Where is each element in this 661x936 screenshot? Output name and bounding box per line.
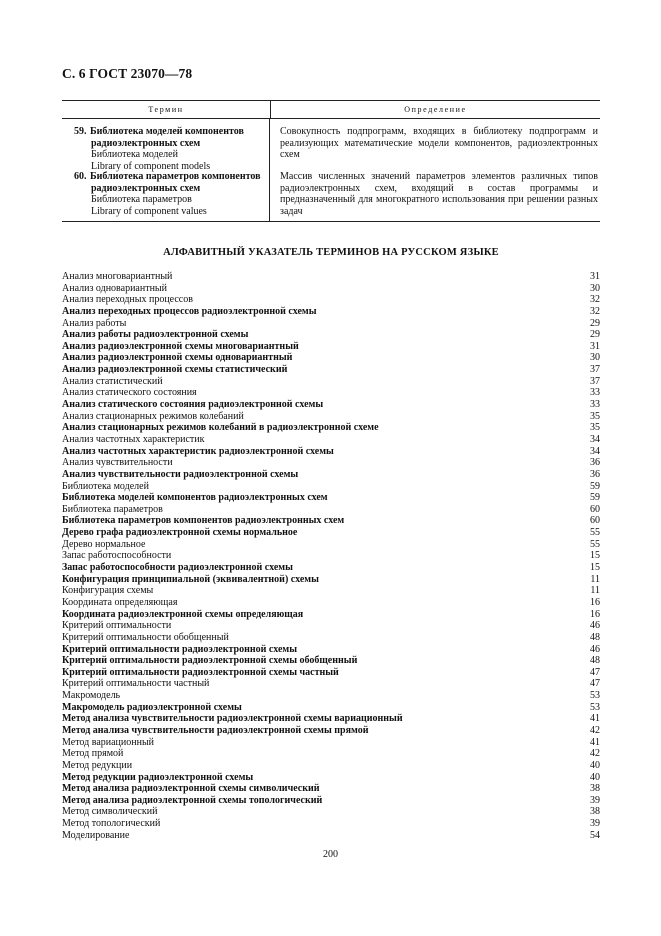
index-entry xyxy=(62,609,600,621)
index-entry xyxy=(62,539,600,551)
index-page: 35 xyxy=(590,422,600,434)
index-page: 32 xyxy=(590,294,600,306)
term-bold-line: Библиотека моделей компонентов xyxy=(90,126,244,137)
index-page: 31 xyxy=(590,271,600,282)
index-term: Анализ переходных процессов радиоэлектронной схемы xyxy=(62,305,317,317)
index-term: Моделирование xyxy=(62,829,130,841)
term-line xyxy=(74,126,269,138)
index-page: 42 xyxy=(590,748,600,760)
index-entry xyxy=(62,783,600,795)
index-term: Запас работоспособности радиоэлектронной схемы xyxy=(62,562,293,574)
index-entry xyxy=(62,655,600,667)
index-term: Критерий оптимальности радиоэлектронной схемы xyxy=(62,643,297,655)
index-page: 34 xyxy=(590,445,600,457)
index-page: 32 xyxy=(590,305,600,317)
index-entry xyxy=(62,737,600,749)
index-entry xyxy=(62,644,600,656)
index-entry xyxy=(62,690,600,702)
index-term: Анализ радиоэлектронной схемы одновариантный xyxy=(62,352,293,364)
alphabetical-index xyxy=(62,271,600,841)
index-entry xyxy=(62,283,600,295)
index-page: 34 xyxy=(590,433,600,445)
index-entry xyxy=(62,504,600,516)
index-entry xyxy=(62,678,600,690)
index-term: Конфигурация принципиальной (эквивалентной) схемы xyxy=(62,573,319,585)
index-term: Метод вариационный xyxy=(62,736,155,748)
index-page: 59 xyxy=(590,480,600,492)
page-header: С. 6 ГОСТ 23070—78 xyxy=(62,66,193,81)
index-entry xyxy=(62,411,600,423)
table-row xyxy=(62,171,600,221)
index-entry xyxy=(62,446,600,458)
term-synonym: Библиотека моделей xyxy=(91,149,178,160)
index-page: 37 xyxy=(590,375,600,387)
index-page: 16 xyxy=(590,608,600,620)
index-entry xyxy=(62,306,600,318)
index-term: Координата определяющая xyxy=(62,596,178,608)
page-number: 200 xyxy=(323,849,338,860)
index-term: Анализ работы xyxy=(62,317,127,329)
column-header-definition: Определение xyxy=(404,105,467,114)
terms-table xyxy=(62,100,600,222)
index-page: 31 xyxy=(590,340,600,352)
term-line xyxy=(74,171,269,183)
index-term: Анализ статического состояния xyxy=(62,387,197,399)
index-term: Критерий оптимальности xyxy=(62,620,172,632)
index-entry xyxy=(62,515,600,527)
index-entry xyxy=(62,329,600,341)
index-page: 48 xyxy=(590,631,600,643)
index-entry xyxy=(62,422,600,434)
index-page: 38 xyxy=(590,806,600,818)
term-english: Library of component values xyxy=(91,205,207,217)
index-entry xyxy=(62,597,600,609)
index-term: Метод символический xyxy=(62,806,158,818)
index-page: 40 xyxy=(590,759,600,771)
table-header-row xyxy=(62,101,600,119)
index-entry xyxy=(62,574,600,586)
index-page: 16 xyxy=(590,596,600,608)
index-term: Анализ радиоэлектронной схемы многовариантный xyxy=(62,340,299,352)
index-page: 33 xyxy=(590,387,600,399)
index-term: Координата радиоэлектронной схемы определяющая xyxy=(62,608,304,620)
index-page: 53 xyxy=(590,701,600,713)
index-term: Макромодель радиоэлектронной схемы xyxy=(62,701,242,713)
index-page: 39 xyxy=(590,818,600,830)
index-page: 37 xyxy=(590,364,600,376)
definition-cell: Совокупность подпрограмм, входящих в библиотеку подпрограмм и реализующих математические модели компонентов, радиоэлектронных схем xyxy=(280,126,598,160)
index-term: Анализ работы радиоэлектронной схемы xyxy=(62,329,249,341)
index-entry xyxy=(62,387,600,399)
index-entry xyxy=(62,527,600,539)
term-number: 60. xyxy=(74,171,87,182)
index-page: 30 xyxy=(590,282,600,294)
term-bold-line: Библиотека параметров компонентов xyxy=(90,171,261,182)
index-page: 48 xyxy=(590,655,600,667)
index-page: 35 xyxy=(590,410,600,422)
index-term: Анализ статического состояния радиоэлектронной схемы xyxy=(62,399,324,411)
index-term: Анализ многовариантный xyxy=(62,271,173,282)
index-entry xyxy=(62,620,600,632)
index-term: Анализ чувствительности xyxy=(62,457,173,469)
index-entry xyxy=(62,562,600,574)
term-bold-line: радиоэлектронных схем xyxy=(91,137,201,149)
index-page: 33 xyxy=(590,399,600,411)
index-page: 53 xyxy=(590,690,600,702)
index-page: 11 xyxy=(590,585,600,597)
index-entry xyxy=(62,341,600,353)
index-entry xyxy=(62,481,600,493)
term-cell xyxy=(62,119,270,171)
index-term: Метод редукции радиоэлектронной схемы xyxy=(62,771,254,783)
index-term: Метод анализа радиоэлектронной схемы символический xyxy=(62,783,320,795)
term-number: 59. xyxy=(74,126,87,137)
index-entry xyxy=(62,795,600,807)
table-row xyxy=(62,119,600,171)
index-entry xyxy=(62,632,600,644)
index-entry xyxy=(62,550,600,562)
index-term: Макромодель xyxy=(62,690,121,702)
index-term: Запас работоспособности xyxy=(62,550,172,562)
index-page: 60 xyxy=(590,503,600,515)
index-term: Анализ чувствительности радиоэлектронной схемы xyxy=(62,468,299,480)
index-page: 15 xyxy=(590,562,600,574)
index-page: 47 xyxy=(590,678,600,690)
index-page: 30 xyxy=(590,352,600,364)
term-english: Library of component models xyxy=(91,160,211,172)
index-term: Анализ частотных характеристик xyxy=(62,433,205,445)
index-term: Библиотека параметров xyxy=(62,503,163,515)
index-entry xyxy=(62,271,600,283)
index-entry xyxy=(62,434,600,446)
index-term: Метод анализа радиоэлектронной схемы топологический xyxy=(62,794,323,806)
index-term: Анализ статистический xyxy=(62,375,163,387)
index-entry xyxy=(62,748,600,760)
index-page: 54 xyxy=(590,829,600,841)
index-term: Библиотека моделей компонентов радиоэлектронных схем xyxy=(62,492,328,504)
index-entry xyxy=(62,806,600,818)
index-page: 29 xyxy=(590,317,600,329)
index-term: Анализ стационарных режимов колебаний xyxy=(62,410,244,422)
definition-cell: Массив численных значений параметров элементов различных типов радиоэлектронных схем, входящий в состав программы и предназначенный для многократного использования при решении разных задач xyxy=(280,171,598,217)
index-term: Анализ стационарных режимов колебаний в радиоэлектронной схеме xyxy=(62,422,379,434)
index-page: 11 xyxy=(590,573,600,585)
index-entry xyxy=(62,830,600,842)
index-page: 55 xyxy=(590,538,600,550)
index-entry xyxy=(62,760,600,772)
index-entry xyxy=(62,318,600,330)
index-entry xyxy=(62,492,600,504)
index-entry xyxy=(62,376,600,388)
index-term: Метод редукции xyxy=(62,759,133,771)
index-term: Анализ переходных процессов xyxy=(62,294,193,306)
index-entry xyxy=(62,352,600,364)
index-page: 41 xyxy=(590,713,600,725)
term-bold-line: радиоэлектронных схем xyxy=(91,182,201,194)
index-entry xyxy=(62,772,600,784)
index-term: Библиотека параметров компонентов радиоэлектронных схем xyxy=(62,515,345,527)
index-page: 15 xyxy=(590,550,600,562)
index-term: Критерий оптимальности радиоэлектронной схемы обобщенный xyxy=(62,655,358,667)
index-term: Конфигурация схемы xyxy=(62,585,154,597)
index-entry xyxy=(62,702,600,714)
index-page: 59 xyxy=(590,492,600,504)
index-term: Метод топологический xyxy=(62,818,161,830)
term-cell xyxy=(62,171,270,221)
index-term: Метод анализа чувствительности радиоэлектронной схемы вариационный xyxy=(62,713,403,725)
index-entry xyxy=(62,725,600,737)
index-entry xyxy=(62,294,600,306)
index-page: 46 xyxy=(590,643,600,655)
index-entry xyxy=(62,818,600,830)
index-term: Критерий оптимальности радиоэлектронной схемы частный xyxy=(62,666,339,678)
index-page: 60 xyxy=(590,515,600,527)
index-term: Критерий оптимальности частный xyxy=(62,678,210,690)
index-page: 38 xyxy=(590,783,600,795)
index-term: Метод анализа чувствительности радиоэлектронной схемы прямой xyxy=(62,724,369,736)
index-term: Дерево графа радиоэлектронной схемы нормальное xyxy=(62,527,298,539)
index-term: Дерево нормальное xyxy=(62,538,146,550)
index-page: 40 xyxy=(590,771,600,783)
section-title: АЛФАВИТНЫЙ УКАЗАТЕЛЬ ТЕРМИНОВ НА РУССКОМ ЯЗЫКЕ xyxy=(163,247,499,258)
index-entry xyxy=(62,399,600,411)
term-synonym: Библиотека параметров xyxy=(91,194,192,205)
index-term: Анализ одновариантный xyxy=(62,282,168,294)
index-page: 55 xyxy=(590,527,600,539)
index-page: 29 xyxy=(590,329,600,341)
index-entry xyxy=(62,667,600,679)
index-term: Анализ частотных характеристик радиоэлектронной схемы xyxy=(62,445,334,457)
index-term: Библиотека моделей xyxy=(62,480,149,492)
index-entry xyxy=(62,457,600,469)
index-page: 47 xyxy=(590,666,600,678)
index-entry xyxy=(62,364,600,376)
index-entry xyxy=(62,713,600,725)
index-entry xyxy=(62,585,600,597)
index-term: Критерий оптимальности обобщенный xyxy=(62,631,229,643)
index-term: Метод прямой xyxy=(62,748,124,760)
index-page: 36 xyxy=(590,468,600,480)
index-page: 41 xyxy=(590,736,600,748)
column-header-term: Термин xyxy=(62,101,271,118)
index-term: Анализ радиоэлектронной схемы статистический xyxy=(62,364,288,376)
index-page: 36 xyxy=(590,457,600,469)
index-entry xyxy=(62,469,600,481)
index-page: 42 xyxy=(590,724,600,736)
index-page: 39 xyxy=(590,794,600,806)
index-page: 46 xyxy=(590,620,600,632)
